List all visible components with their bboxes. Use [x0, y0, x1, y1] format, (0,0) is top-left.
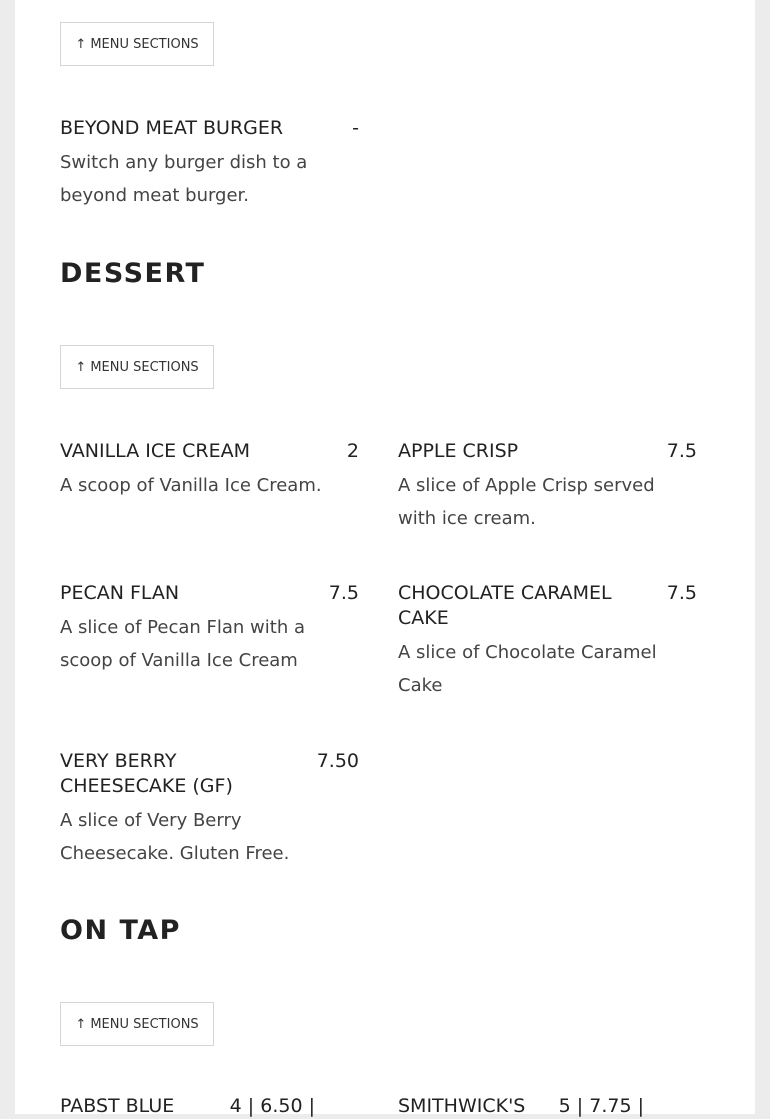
menu-sections-label: ↑ MENU SECTIONS [75, 359, 199, 375]
item-price: 7.5 [666, 582, 697, 604]
item-name: BEYOND MEAT BURGER [60, 117, 284, 139]
item-name: VERY BERRY CHEESECAKE (GF) [60, 750, 233, 797]
item-name: CHOCOLATE CARAMEL CAKE [398, 582, 612, 629]
menu-item-beyond-meat-burger [60, 116, 359, 212]
section-title-on-tap: ON TAP [60, 915, 181, 946]
menu-sections-button[interactable] [60, 345, 214, 389]
item-name: SMITHWICK'S [398, 1095, 526, 1117]
menu-item-apple-crisp [398, 439, 697, 535]
item-price: 7.50 [316, 750, 359, 772]
item-description: A slice of Chocolate Caramel Cake [398, 642, 657, 696]
item-price: - [352, 117, 359, 139]
item-description: A slice of Pecan Flan with a scoop of Vanilla Ice Cream [60, 617, 305, 671]
menu-sections-label: ↑ MENU SECTIONS [75, 36, 199, 52]
item-price: 2 [346, 440, 359, 462]
menu-sections-label: ↑ MENU SECTIONS [75, 1016, 199, 1032]
menu-sections-button[interactable] [60, 1002, 214, 1046]
item-price: 5 | 7.75 | [558, 1095, 644, 1117]
menu-item-vanilla-ice-cream [60, 439, 359, 502]
menu-item-very-berry-cheesecake [60, 749, 359, 870]
section-title-dessert: DESSERT [60, 258, 206, 289]
item-description: A slice of Very Berry Cheesecake. Gluten Free. [60, 810, 290, 864]
menu-item-smithwicks [398, 1094, 644, 1119]
item-name: PABST BLUE [60, 1095, 175, 1117]
menu-page [15, 0, 755, 1117]
item-price: 7.5 [328, 582, 359, 604]
menu-item-pabst-blue [60, 1094, 315, 1119]
item-description: Switch any burger dish to a beyond meat burger. [60, 152, 308, 206]
item-name: VANILLA ICE CREAM [60, 440, 251, 462]
item-price: 4 | 6.50 | [229, 1095, 315, 1117]
item-description: A scoop of Vanilla Ice Cream. [60, 475, 322, 496]
item-name: PECAN FLAN [60, 582, 180, 604]
item-price: 7.5 [666, 440, 697, 462]
menu-sections-button[interactable] [60, 22, 214, 66]
menu-item-chocolate-caramel-cake [398, 581, 697, 702]
menu-item-pecan-flan [60, 581, 359, 677]
item-name: APPLE CRISP [398, 440, 519, 462]
item-description: A slice of Apple Crisp served with ice cream. [398, 475, 655, 529]
